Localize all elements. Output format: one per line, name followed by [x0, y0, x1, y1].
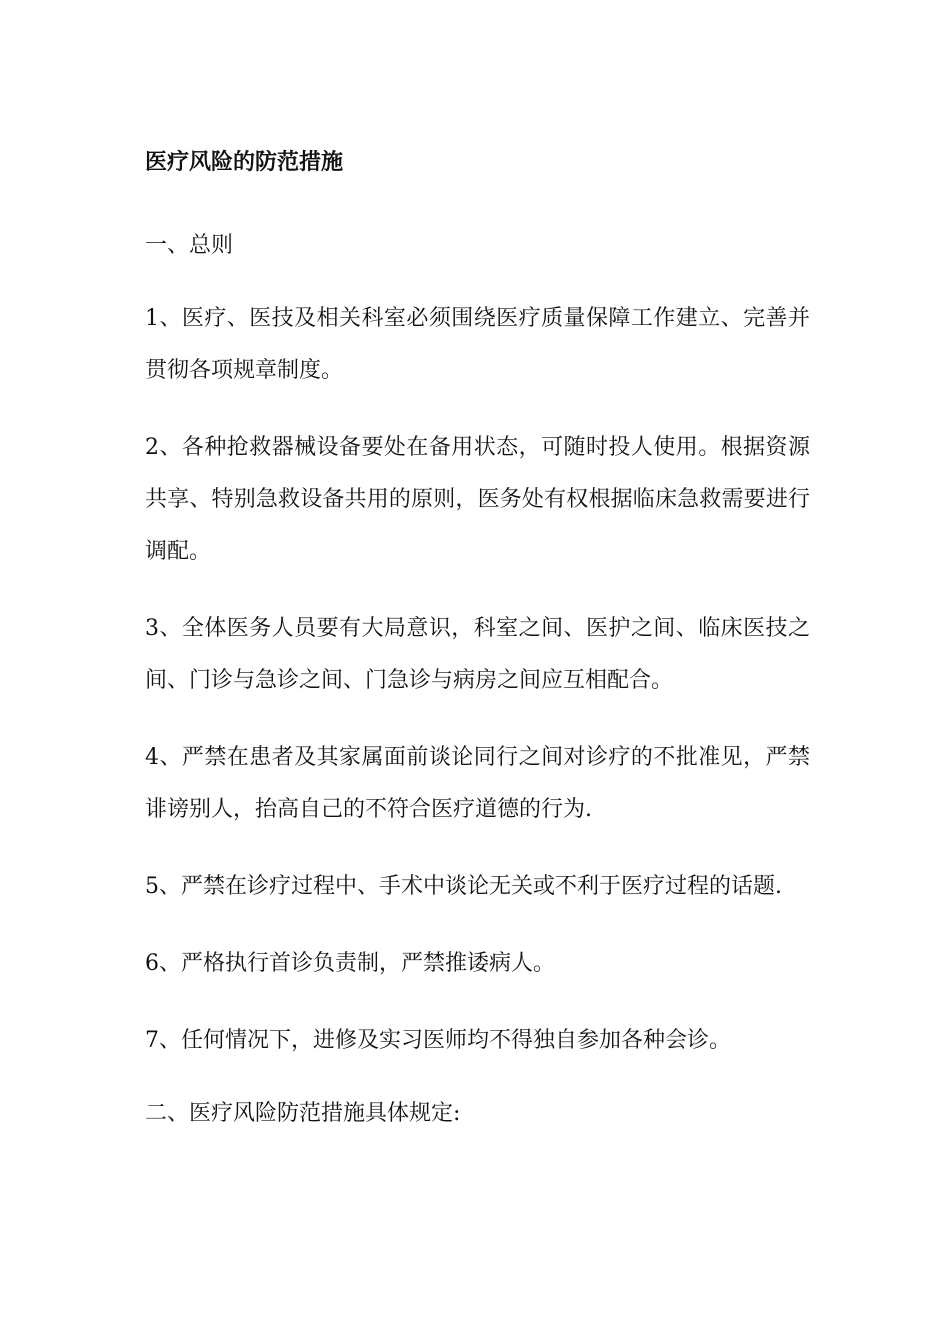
spacer — [145, 397, 810, 422]
list-item: 2、各种抢救器械设备要处在备用状态，可随时投人使用。根据资源共享、特别急救设备共用的原则，医务处有权根据临床急救需要进行调配。 — [145, 435, 810, 564]
list-item: 7、任何情况下，进修及实习医师均不得独自参加各种会诊。 — [145, 1028, 731, 1053]
list-item: 4、严禁在患者及其家属面前谈论同行之间对诊疗的不批准见，严禁诽谤别人，抬高自己的不符合医疗道德的行为. — [145, 745, 810, 822]
spacer — [145, 707, 810, 732]
spacer — [145, 1067, 810, 1092]
list-item: 5、严禁在诊疗过程中、手术中谈论无关或不利于医疗过程的话题. — [145, 874, 782, 899]
document-title: 医疗风险的防范措施 — [145, 149, 344, 175]
spacer — [145, 913, 810, 938]
section-heading-specific-rules: 二、医疗风险防范措施具体规定: — [145, 1101, 461, 1126]
section-heading-general: 一、总则 — [145, 233, 234, 258]
spacer — [145, 184, 810, 224]
spacer — [145, 268, 810, 293]
spacer — [145, 578, 810, 603]
list-item: 6、严格执行首诊负责制，严禁推诿病人。 — [145, 951, 555, 976]
spacer — [145, 836, 810, 861]
list-item: 1、医疗、医技及相关科室必须围绕医疗质量保障工作建立、完善并贯彻各项规章制度。 — [145, 306, 810, 383]
list-item: 3、全体医务人员要有大局意识，科室之间、医护之间、临床医技之间、门诊与急诊之间、门急诊与病房之间应互相配合。 — [145, 616, 810, 693]
spacer — [145, 990, 810, 1015]
document-body — [145, 140, 810, 1136]
